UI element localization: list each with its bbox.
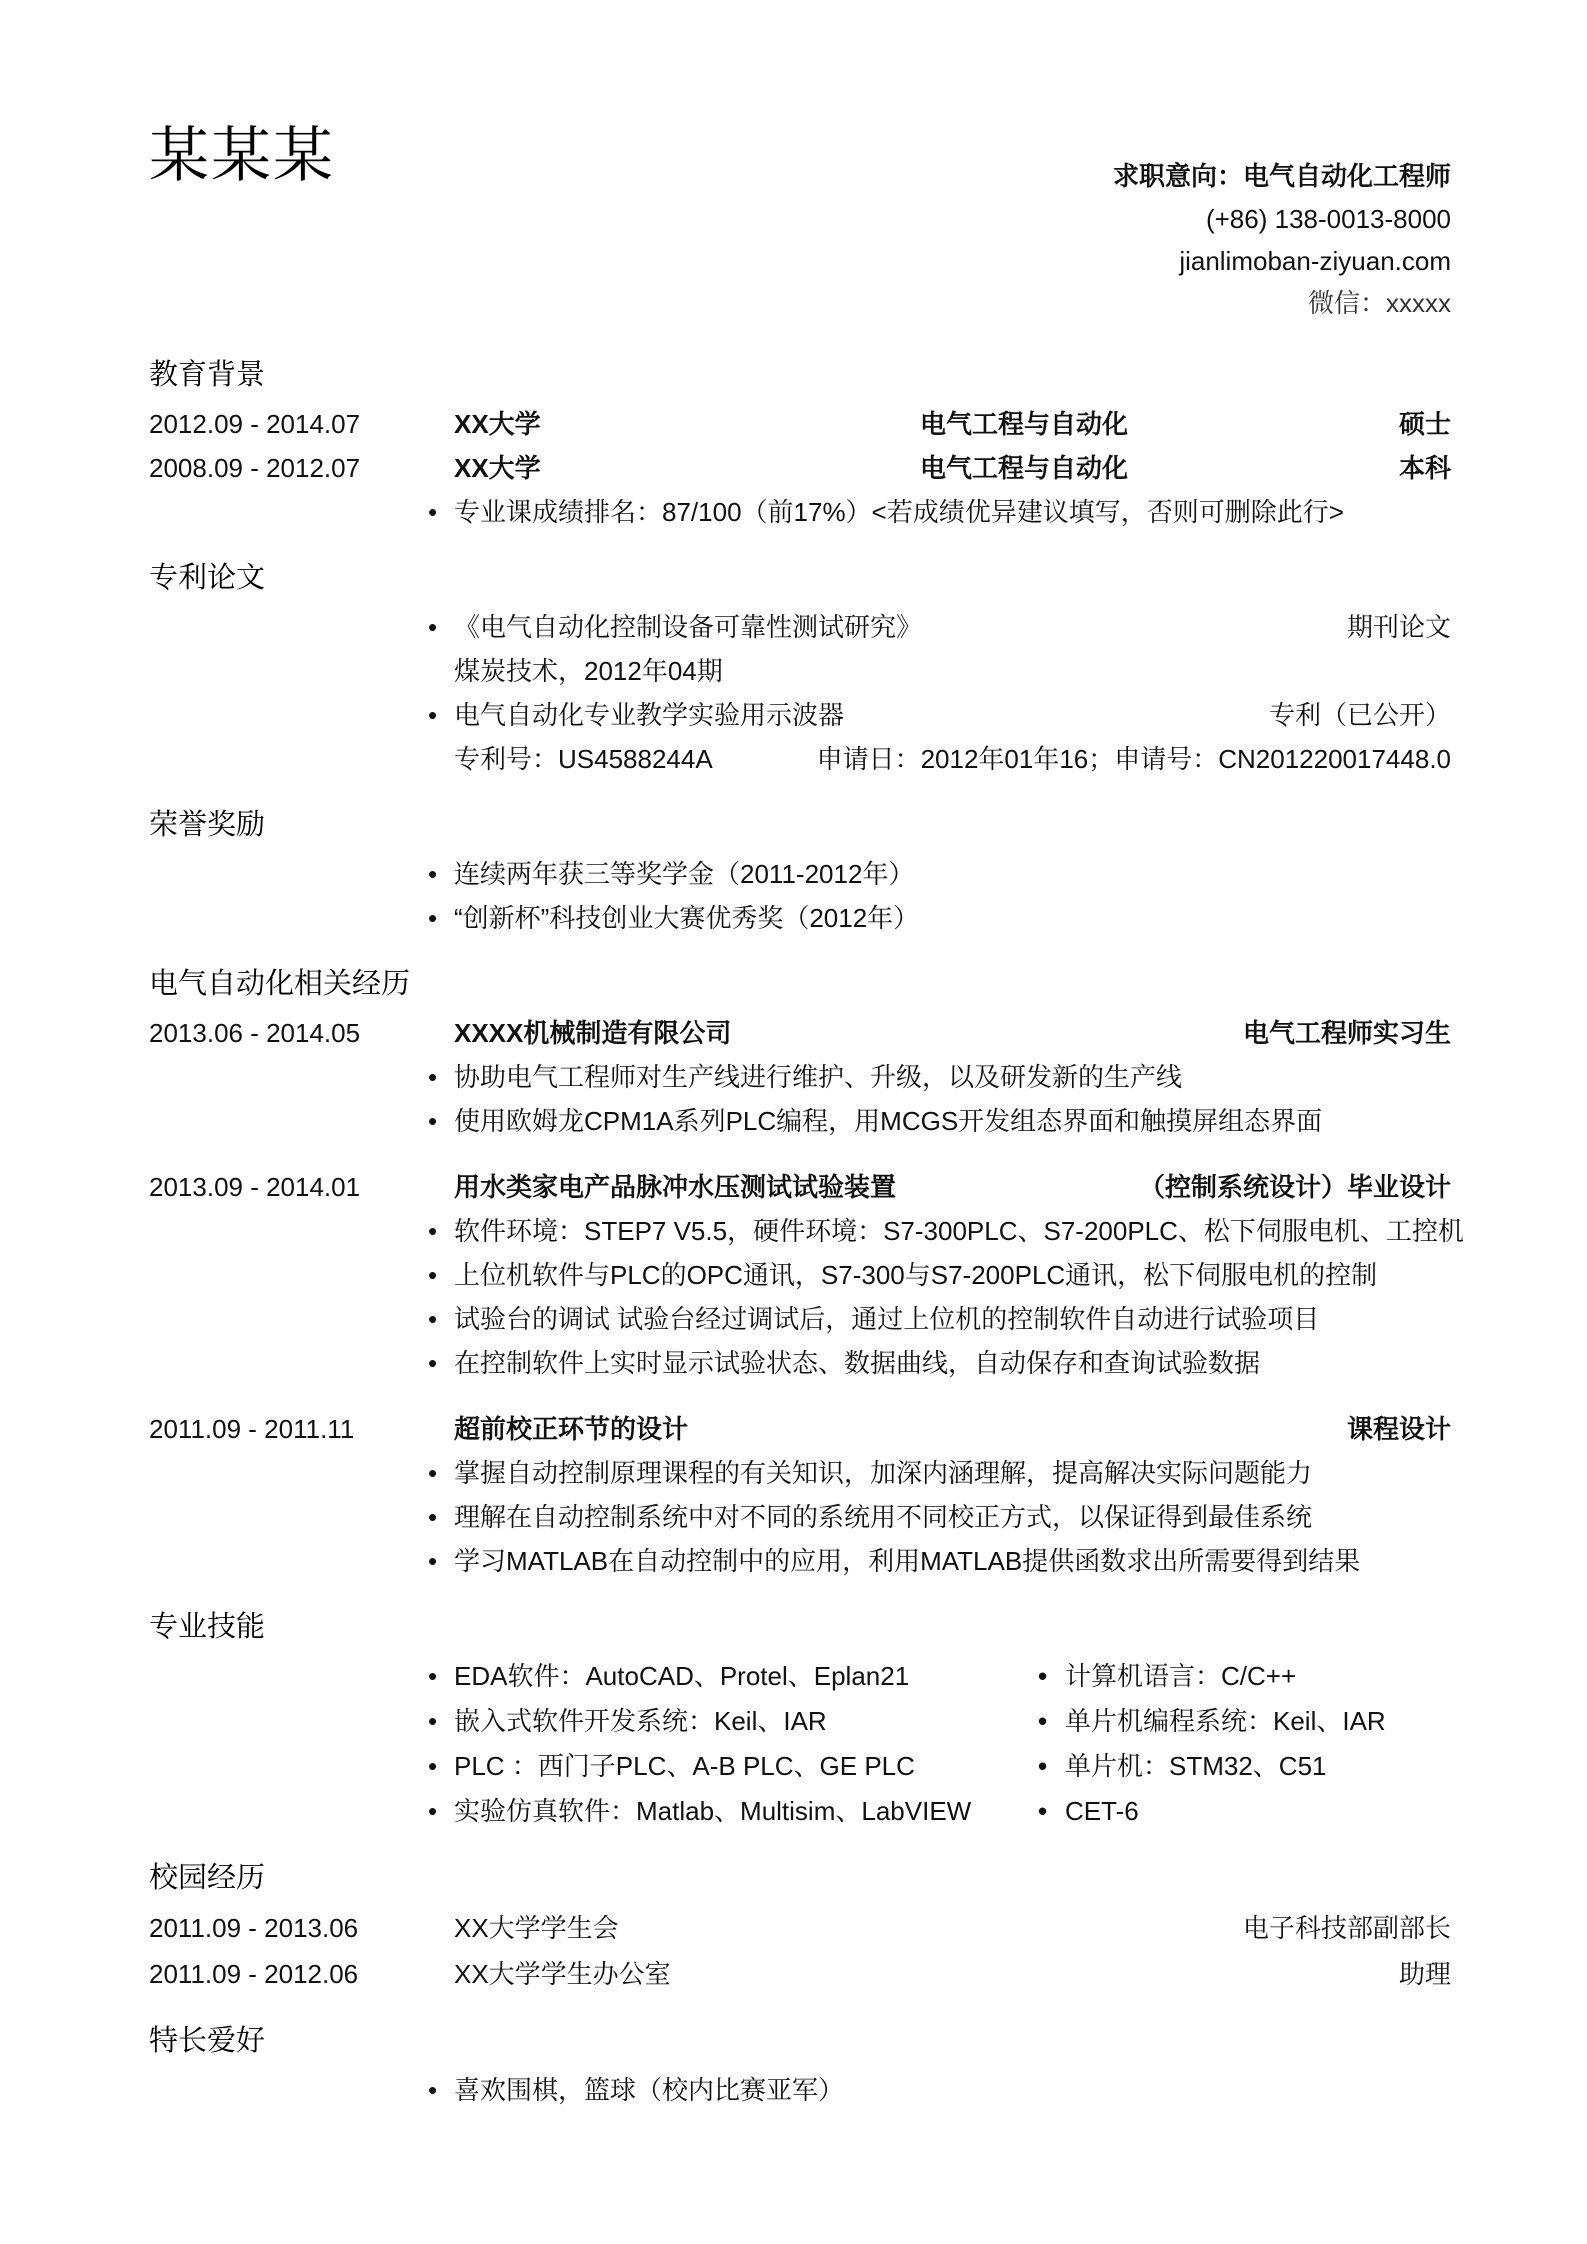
entry-role: 电气工程师实习生 [1242,1018,1451,1048]
list-item: • 学习MATLAB在自动控制中的应用，利用MATLAB提供函数求出所需要得到结果 [149,1539,1451,1583]
candidate-name: 某某某 [149,123,335,189]
entry-header [149,1011,1451,1055]
paper-detail-left: 专利号：US4588244A [454,744,713,774]
hobbies-section [149,2019,1451,2112]
website: jianlimoban-ziyuan.com [1179,246,1451,276]
entry-header [149,1165,1451,1209]
school-name: XX大学 [454,453,541,483]
list-item: • 使用欧姆龙CPM1A系列PLC编程，用MCGS开发组态界面和触摸屏组态界面 [149,1099,1451,1143]
experience-entry [149,1011,1451,1143]
resume-body [149,353,1464,2112]
list-item: • 软件环境：STEP7 V5.5，硬件环境：S7-300PLC、S7-200PLC、松下伺服电机、工控机 [149,1209,1451,1253]
paper-detail [149,649,1451,693]
entry-date: 2012.09 - 2014.07 [149,409,361,439]
campus-section [149,1856,1451,1997]
phone-number: (+86) 138-0013-8000 [1205,204,1451,234]
paper-title: • 《电气自动化控制设备可靠性测试研究》 [454,612,923,642]
skills-section [149,1605,1451,1834]
section-title-honors: 荣誉奖励 [149,809,266,841]
entry-date: 2013.09 - 2014.01 [149,1172,361,1202]
list-item: • 在控制软件上实时显示试验状态、数据曲线，自动保存和查询试验数据 [149,1341,1451,1385]
list-item: • 协助电气工程师对生产线进行维护、升级，以及研发新的生产线 [149,1055,1451,1099]
experience-entry [149,1165,1464,1385]
list-item: • 连续两年获三等奖学金（2011-2012年） [149,852,1451,896]
education-entry [149,446,1451,490]
paper-detail-right: 申请日：2012年01年16；申请号：CN201220017448.0 [816,744,1451,774]
skill-item: • 单片机编程系统：Keil、IAR [1065,1699,1386,1744]
entry-role: （控制系统设计）毕业设计 [1138,1172,1451,1202]
list-item: • 掌握自动控制原理课程的有关知识，加深内涵理解，提高解决实际问题能力 [149,1451,1451,1495]
campus-entry [149,1951,1451,1997]
section-title-education: 教育背景 [149,359,266,391]
experience-entry [149,1407,1451,1583]
entry-role: 助理 [1398,1959,1451,1989]
education-entry [149,402,1451,446]
education-section [149,353,1451,534]
list-item: • 理解在自动控制系统中对不同的系统用不同校正方式，以保证得到最佳系统 [149,1495,1451,1539]
section-title-campus: 校园经历 [149,1862,266,1894]
list-item: • 喜欢围棋，篮球（校内比赛亚军） [149,2068,1451,2112]
skill-item: • CET-6 [1065,1789,1139,1834]
paper-item [149,693,1451,737]
entry-organization: XX大学学生办公室 [454,1959,671,1989]
entry-date: 2013.06 - 2014.05 [149,1018,361,1048]
section-title-hobbies: 特长爱好 [149,2025,266,2057]
paper-type: 专利（已公开） [1268,700,1451,730]
skill-row [149,1744,1451,1789]
honors-section [149,803,1451,940]
entry-role: 课程设计 [1346,1414,1451,1444]
entry-header [149,1407,1451,1451]
wechat-id: 微信：xxxxx [1307,288,1451,318]
entry-organization: 用水类家电产品脉冲水压测试试验装置 [454,1172,897,1202]
major: 电气工程与自动化 [920,453,1129,483]
papers-section [149,556,1451,781]
list-item: • 专业课成绩排名：87/100（前17%）<若成绩优异建议填写，否则可删除此行> [149,490,1451,534]
paper-type: 期刊论文 [1346,612,1451,642]
school-name: XX大学 [454,409,541,439]
skill-row [149,1699,1451,1744]
entry-date: 2011.09 - 2011.11 [149,1414,355,1444]
skill-row [149,1789,1451,1834]
entry-organization: 超前校正环节的设计 [454,1414,689,1444]
experience-section [149,962,1464,1583]
paper-detail [149,737,1451,781]
skill-item: • 实验仿真软件：Matlab、Multisim、LabVIEW [454,1789,1065,1834]
skill-item: • EDA软件：AutoCAD、Protel、Eplan21 [454,1654,1065,1699]
paper-detail-left: 煤炭技术，2012年04期 [454,656,723,686]
entry-role: 电子科技部副部长 [1242,1913,1451,1943]
contact-info [1113,156,1451,324]
entry-organization: XXXX机械制造有限公司 [454,1018,732,1048]
section-title-papers: 专利论文 [149,562,266,594]
skill-row [149,1654,1451,1699]
skill-item: • 单片机：STM32、C51 [1065,1744,1327,1789]
entry-date: 2011.09 - 2012.06 [149,1959,359,1989]
list-item: • “创新杯”科技创业大赛优秀奖（2012年） [149,896,1451,940]
campus-entry [149,1905,1451,1951]
section-title-skills: 专业技能 [149,1611,266,1643]
skill-item: • PLC ：西门子PLC、A-B PLC、GE PLC [454,1744,1065,1789]
job-objective: 求职意向：电气自动化工程师 [1112,162,1451,191]
skill-item: • 嵌入式软件开发系统：Keil、IAR [454,1699,1065,1744]
section-title-experience: 电气自动化相关经历 [149,968,411,1000]
list-item: • 上位机软件与PLC的OPC通讯，S7-300与S7-200PLC通讯，松下伺服电机的控制 [149,1253,1451,1297]
degree: 硕士 [1398,409,1451,439]
entry-date: 2008.09 - 2012.07 [149,453,361,483]
paper-title: • 电气自动化专业教学实验用示波器 [454,700,845,730]
skill-item: • 计算机语言：C/C++ [1065,1654,1296,1699]
entry-organization: XX大学学生会 [454,1913,619,1943]
degree: 本科 [1398,453,1451,483]
major: 电气工程与自动化 [920,409,1129,439]
paper-item [149,605,1451,649]
entry-date: 2011.09 - 2013.06 [149,1913,359,1943]
list-item: • 试验台的调试 试验台经过调试后，通过上位机的控制软件自动进行试验项目 [149,1297,1451,1341]
